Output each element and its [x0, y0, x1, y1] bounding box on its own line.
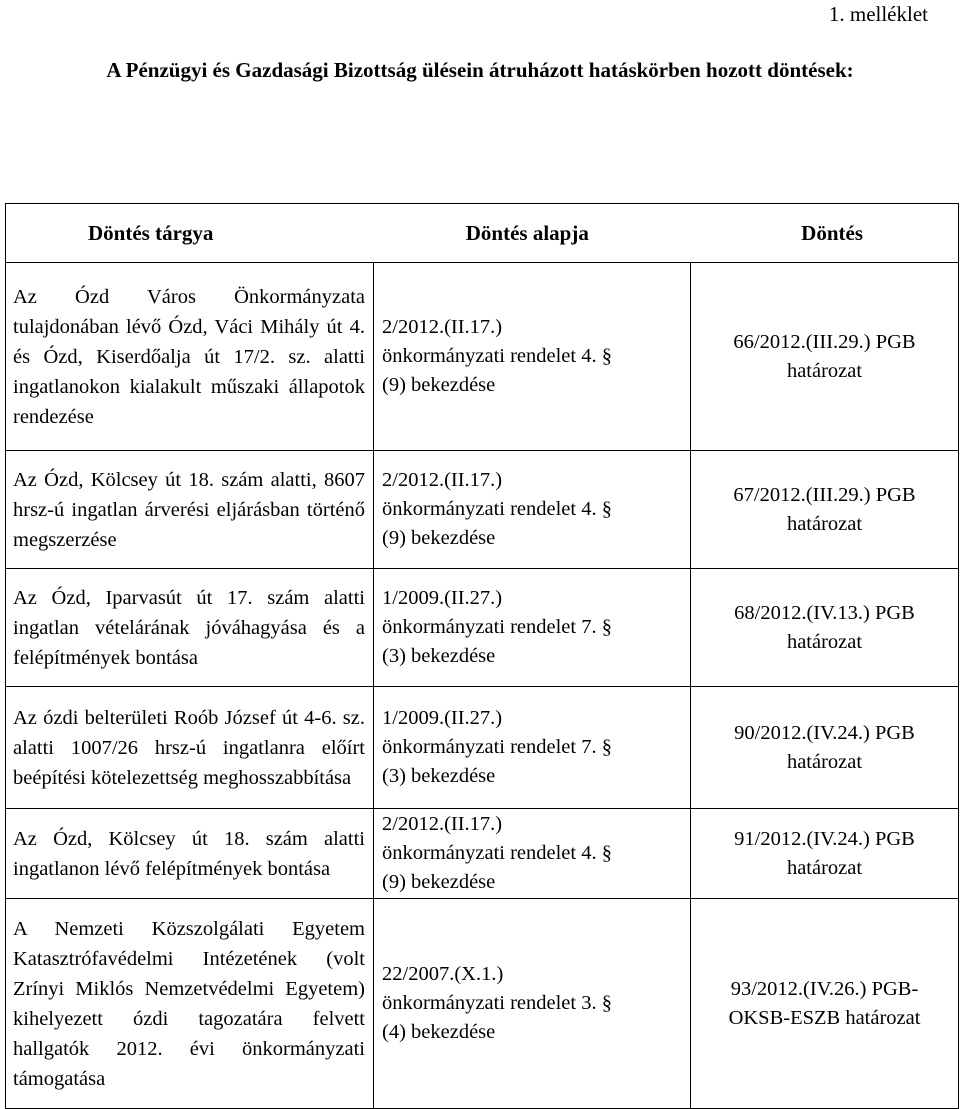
- annex-label: 1. melléklet: [828, 2, 928, 26]
- row-decision: 91/2012.(IV.24.) PGB határozat: [691, 809, 959, 899]
- row-subject: Az Ózd, Kölcsey út 18. szám alatti ingatlanon lévő felépítmények bontása: [6, 809, 374, 899]
- row-subject: Az ózdi belterületi Roób József út 4-6. sz. alatti 1007/26 hrsz-ú ingatlanra előírt beépítési kötelezettség meghosszabbítása: [6, 687, 374, 809]
- row-basis: 22/2007.(X.1.) önkormányzati rendelet 3. § (4) bekezdése: [374, 899, 691, 1109]
- table-row: [6, 569, 959, 687]
- header-subject: Döntés tárgya: [88, 220, 214, 245]
- document-title: A Pénzügyi és Gazdasági Bizottság ülésein átruházott hatáskörben hozott döntések:: [106, 58, 854, 82]
- row-basis: 1/2009.(II.27.) önkormányzati rendelet 7. § (3) bekezdése: [374, 687, 691, 809]
- row-basis: 2/2012.(II.17.) önkormányzati rendelet 4. § (9) bekezdése: [374, 809, 691, 899]
- row-subject: Az Ózd Város Önkormányzata tulajdonában lévő Ózd, Váci Mihály út 4. és Ózd, Kiserdőalja út 17/2. sz. alatti ingatlanokon kialakult műszaki állapotok rendezése: [6, 263, 374, 451]
- table-row: [6, 809, 959, 899]
- row-decision: 90/2012.(IV.24.) PGB határozat: [691, 687, 959, 809]
- row-basis: 2/2012.(II.17.) önkormányzati rendelet 4. § (9) bekezdése: [374, 263, 691, 451]
- decisions-table: [5, 203, 959, 1109]
- row-decision: 93/2012.(IV.26.) PGB- OKSB-ESZB határozat: [691, 899, 959, 1109]
- header-basis: Döntés alapja: [465, 220, 589, 245]
- row-decision: 66/2012.(III.29.) PGB határozat: [691, 263, 959, 451]
- row-decision: 67/2012.(III.29.) PGB határozat: [691, 451, 959, 569]
- table-header-row: [6, 204, 959, 263]
- table-row: [6, 451, 959, 569]
- row-subject: Az Ózd, Iparvasút út 17. szám alatti ingatlan vételárának jóváhagyása és a felépítmények bontása: [6, 569, 374, 687]
- row-basis: 2/2012.(II.17.) önkormányzati rendelet 4. § (9) bekezdése: [374, 451, 691, 569]
- row-basis: 1/2009.(II.27.) önkormányzati rendelet 7. § (3) bekezdése: [374, 569, 691, 687]
- header-decision: Döntés: [801, 220, 863, 245]
- row-subject: Az Ózd, Kölcsey út 18. szám alatti, 8607 hrsz-ú ingatlan árverési eljárásban történő megszerzése: [6, 451, 374, 569]
- row-subject: A Nemzeti Közszolgálati Egyetem Katasztrófavédelmi Intézetének (volt Zrínyi Miklós Nemzetvédelmi Egyetem) kihelyezett ózdi tagozatára felvett hallgatók 2012. évi önkormányzati támogatása: [6, 899, 374, 1109]
- row-decision: 68/2012.(IV.13.) PGB határozat: [691, 569, 959, 687]
- table-row: [6, 899, 959, 1109]
- table-row: [6, 687, 959, 809]
- table-row: [6, 263, 959, 451]
